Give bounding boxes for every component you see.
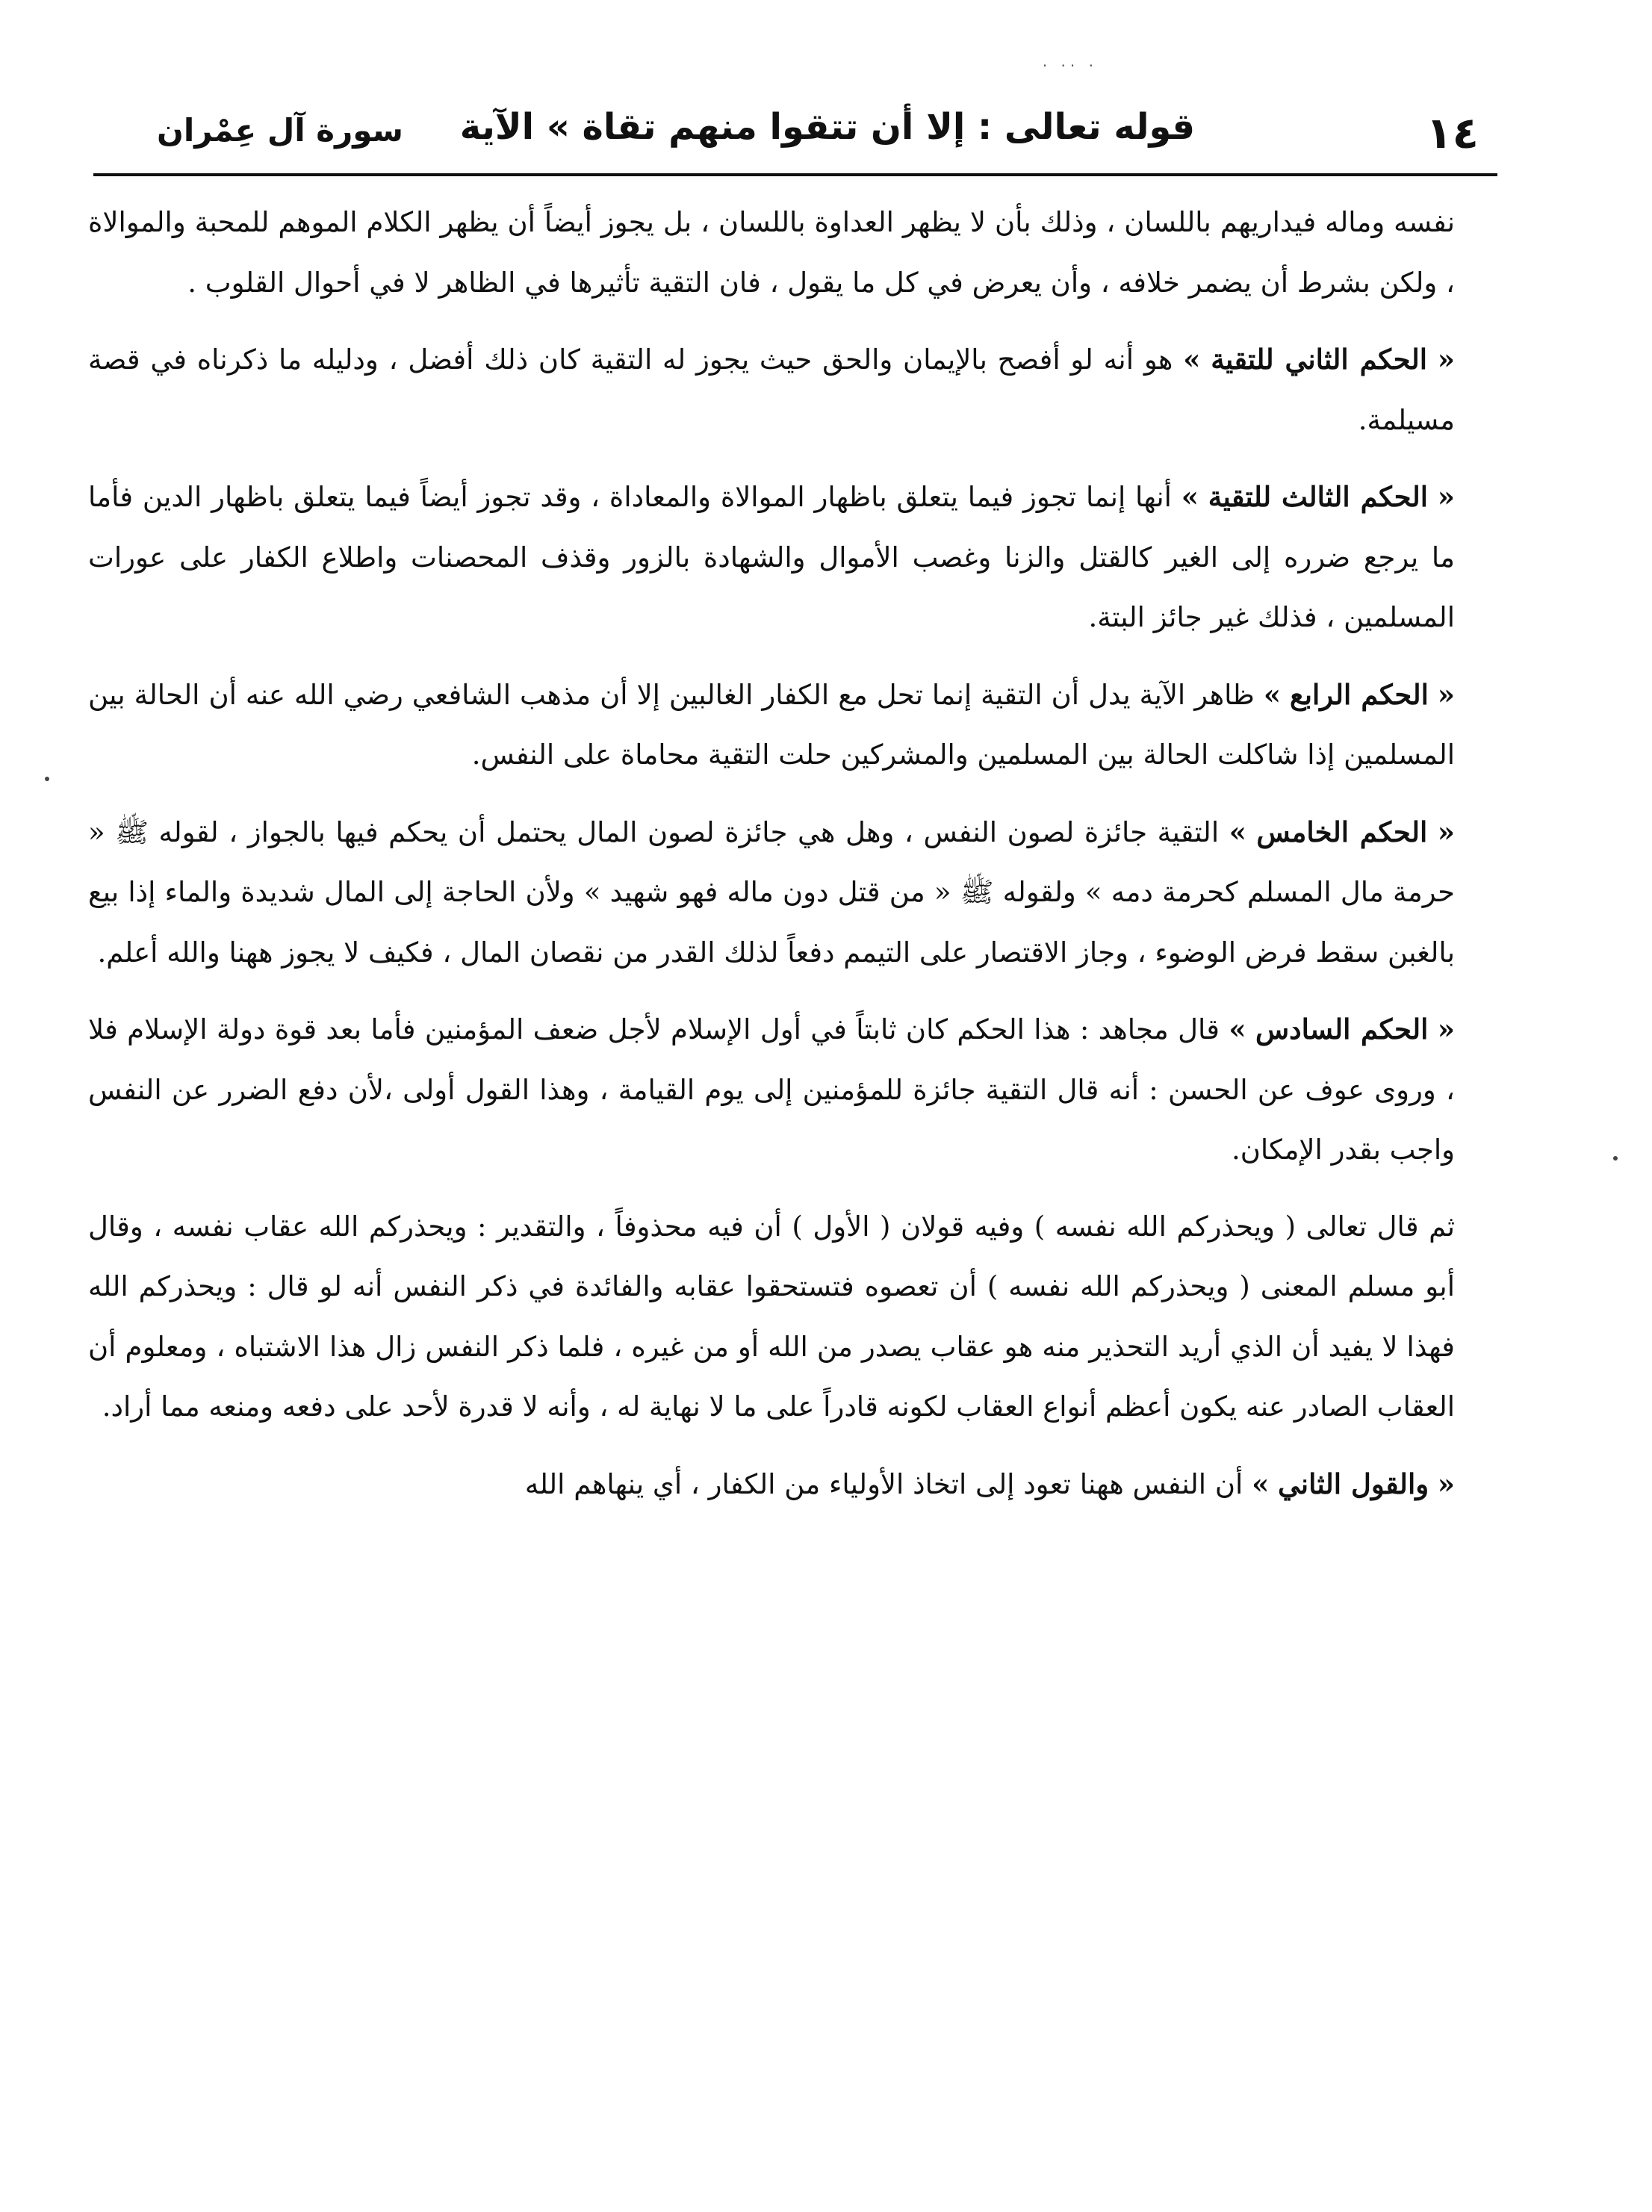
close-bracket: »	[1263, 677, 1281, 711]
paragraph-heading: الحكم السادس	[1255, 1013, 1429, 1046]
paragraph-text: قال مجاهد : هذا الحكم كان ثابتاً في أول الإسلام لأجل ضعف المؤمنين فأما بعد قوة دولة الإسلام فلا ، وروى عوف عن الحسن : أنه قال التقية جائزة للمؤمنين إلى يوم القيامة ، وهذا القول أولى ،لأن دفع الضرر عن النفس واجب بقدر الإمكان.	[88, 1013, 1455, 1166]
paragraph-heading: الحكم الخامس	[1256, 815, 1428, 848]
header-rule	[93, 173, 1497, 176]
paragraph-text: التقية جائزة لصون النفس ، وهل هي جائزة لصون المال يحتمل أن يحكم فيها بالجواز ، لقوله ﷺ « حرمة مال المسلم كحرمة دمه » ولقوله ﷺ « من قتل دون ماله فهو شهيد » ولأن الحاجة إلى المال شديدة والماء إذا بيع بالغبن سقط فرض الوضوء ، وجاز الاقتصار على التيمم دفعاً لذلك القدر من نقصان المال ، فكيف لا يجوز ههنا والله أعلم.	[88, 815, 1455, 969]
paragraph-heading: الحكم الرابع	[1290, 677, 1429, 711]
paragraph-2	[88, 329, 1455, 450]
paragraph-text: نفسه وماله فيداريهم باللسان ، وذلك بأن لا يظهر العداوة باللسان ، بل يجوز أيضاً أن يظهر الكلام الموهم للمحبة والموالاة ، ولكن بشرط أن يضمر خلافه ، وأن يعرض في كل ما يقول ، فان التقية تأثيرها في الظاهر لا في أحوال القلوب .	[88, 206, 1456, 299]
top-scan-marks: . .. .	[1042, 52, 1098, 70]
running-title: قوله تعالى : إلا أن تتقوا منهم تقاة » الآية	[459, 106, 1195, 148]
paragraph-text: هو أنه لو أفصح بالإيمان والحق حيث يجوز له التقية كان ذلك أفضل ، ودليله ما ذكرناه في قصة مسيلمة.	[88, 344, 1455, 436]
surah-name: سورة آل عِمْران	[157, 112, 403, 149]
paragraph-3	[88, 467, 1455, 648]
body-text	[88, 193, 1455, 1531]
paragraph-text: أنها إنما تجوز فيما يتعلق باظهار الموالاة والمعاداة ، وقد تجوز أيضاً فيما يتعلق باظهار الدين فأما ما يرجع ضرره إلى الغير كالقتل والزنا وغصب الأموال والشهادة بالزور وقذف المحصنات واطلاع الكفار على عورات المسلمين ، فذلك غير جائز البتة.	[88, 481, 1455, 633]
close-bracket: »	[1229, 815, 1246, 848]
paragraph-heading: والقول الثاني	[1277, 1467, 1429, 1500]
page-header	[90, 97, 1479, 172]
close-bracket: »	[1229, 1013, 1246, 1046]
paragraph-heading: الحكم الثالث للتقية	[1208, 480, 1429, 513]
paragraph-1	[88, 193, 1455, 313]
paragraph-text: ظاهر الآية يدل أن التقية إنما تحل مع الكفار الغالبين إلا أن مذهب الشافعي رضي الله عنه أن الحالة بين المسلمين إذا شاكلت الحالة بين المسلمين والمشركين حلت التقية محاماة على النفس.	[88, 678, 1455, 771]
close-bracket: »	[1181, 480, 1199, 513]
paragraph-7	[88, 1197, 1455, 1438]
close-bracket: »	[1183, 343, 1201, 376]
open-bracket: «	[1437, 480, 1455, 513]
open-bracket: «	[1437, 1013, 1456, 1046]
open-bracket: «	[1437, 815, 1455, 848]
close-bracket: »	[1252, 1467, 1270, 1500]
page-number: ١٤	[1426, 108, 1479, 158]
paragraph-text: ثم قال تعالى ( ويحذركم الله نفسه ) وفيه قولان ( الأول ) أن فيه محذوفاً ، والتقدير : ويحذركم الله عقاب نفسه ، وقال أبو مسلم المعنى ( ويحذركم الله نفسه ) أن تعصوه فتستحقوا عقابه والفائدة في ذكر النفس أنه لو قال : ويحذركم الله فهذا لا يفيد أن الذي أريد التحذير منه هو عقاب يصدر من الله أو من غيره ، فلما ذكر النفس زال هذا الاشتباه ، ومعلوم أن العقاب الصادر عنه يكون أعظم أنواع العقاب لكونه قادراً على ما لا نهاية له ، وأنه لا قدرة لأحد على دفعه ومنعه مما أراد.	[88, 1210, 1455, 1423]
margin-speck	[45, 777, 49, 781]
paragraph-text: أن النفس ههنا تعود إلى اتخاذ الأولياء من الكفار ، أي ينهاهم الله	[524, 1467, 1243, 1500]
open-bracket: «	[1437, 343, 1456, 376]
paragraph-4	[88, 665, 1455, 786]
paragraph-5	[88, 802, 1455, 984]
paragraph-heading: الحكم الثاني للتقية	[1211, 343, 1428, 376]
open-bracket: «	[1437, 677, 1456, 711]
margin-speck	[1613, 1156, 1618, 1161]
paragraph-6	[88, 999, 1455, 1181]
paragraph-8	[88, 1454, 1455, 1515]
open-bracket: «	[1437, 1467, 1455, 1500]
